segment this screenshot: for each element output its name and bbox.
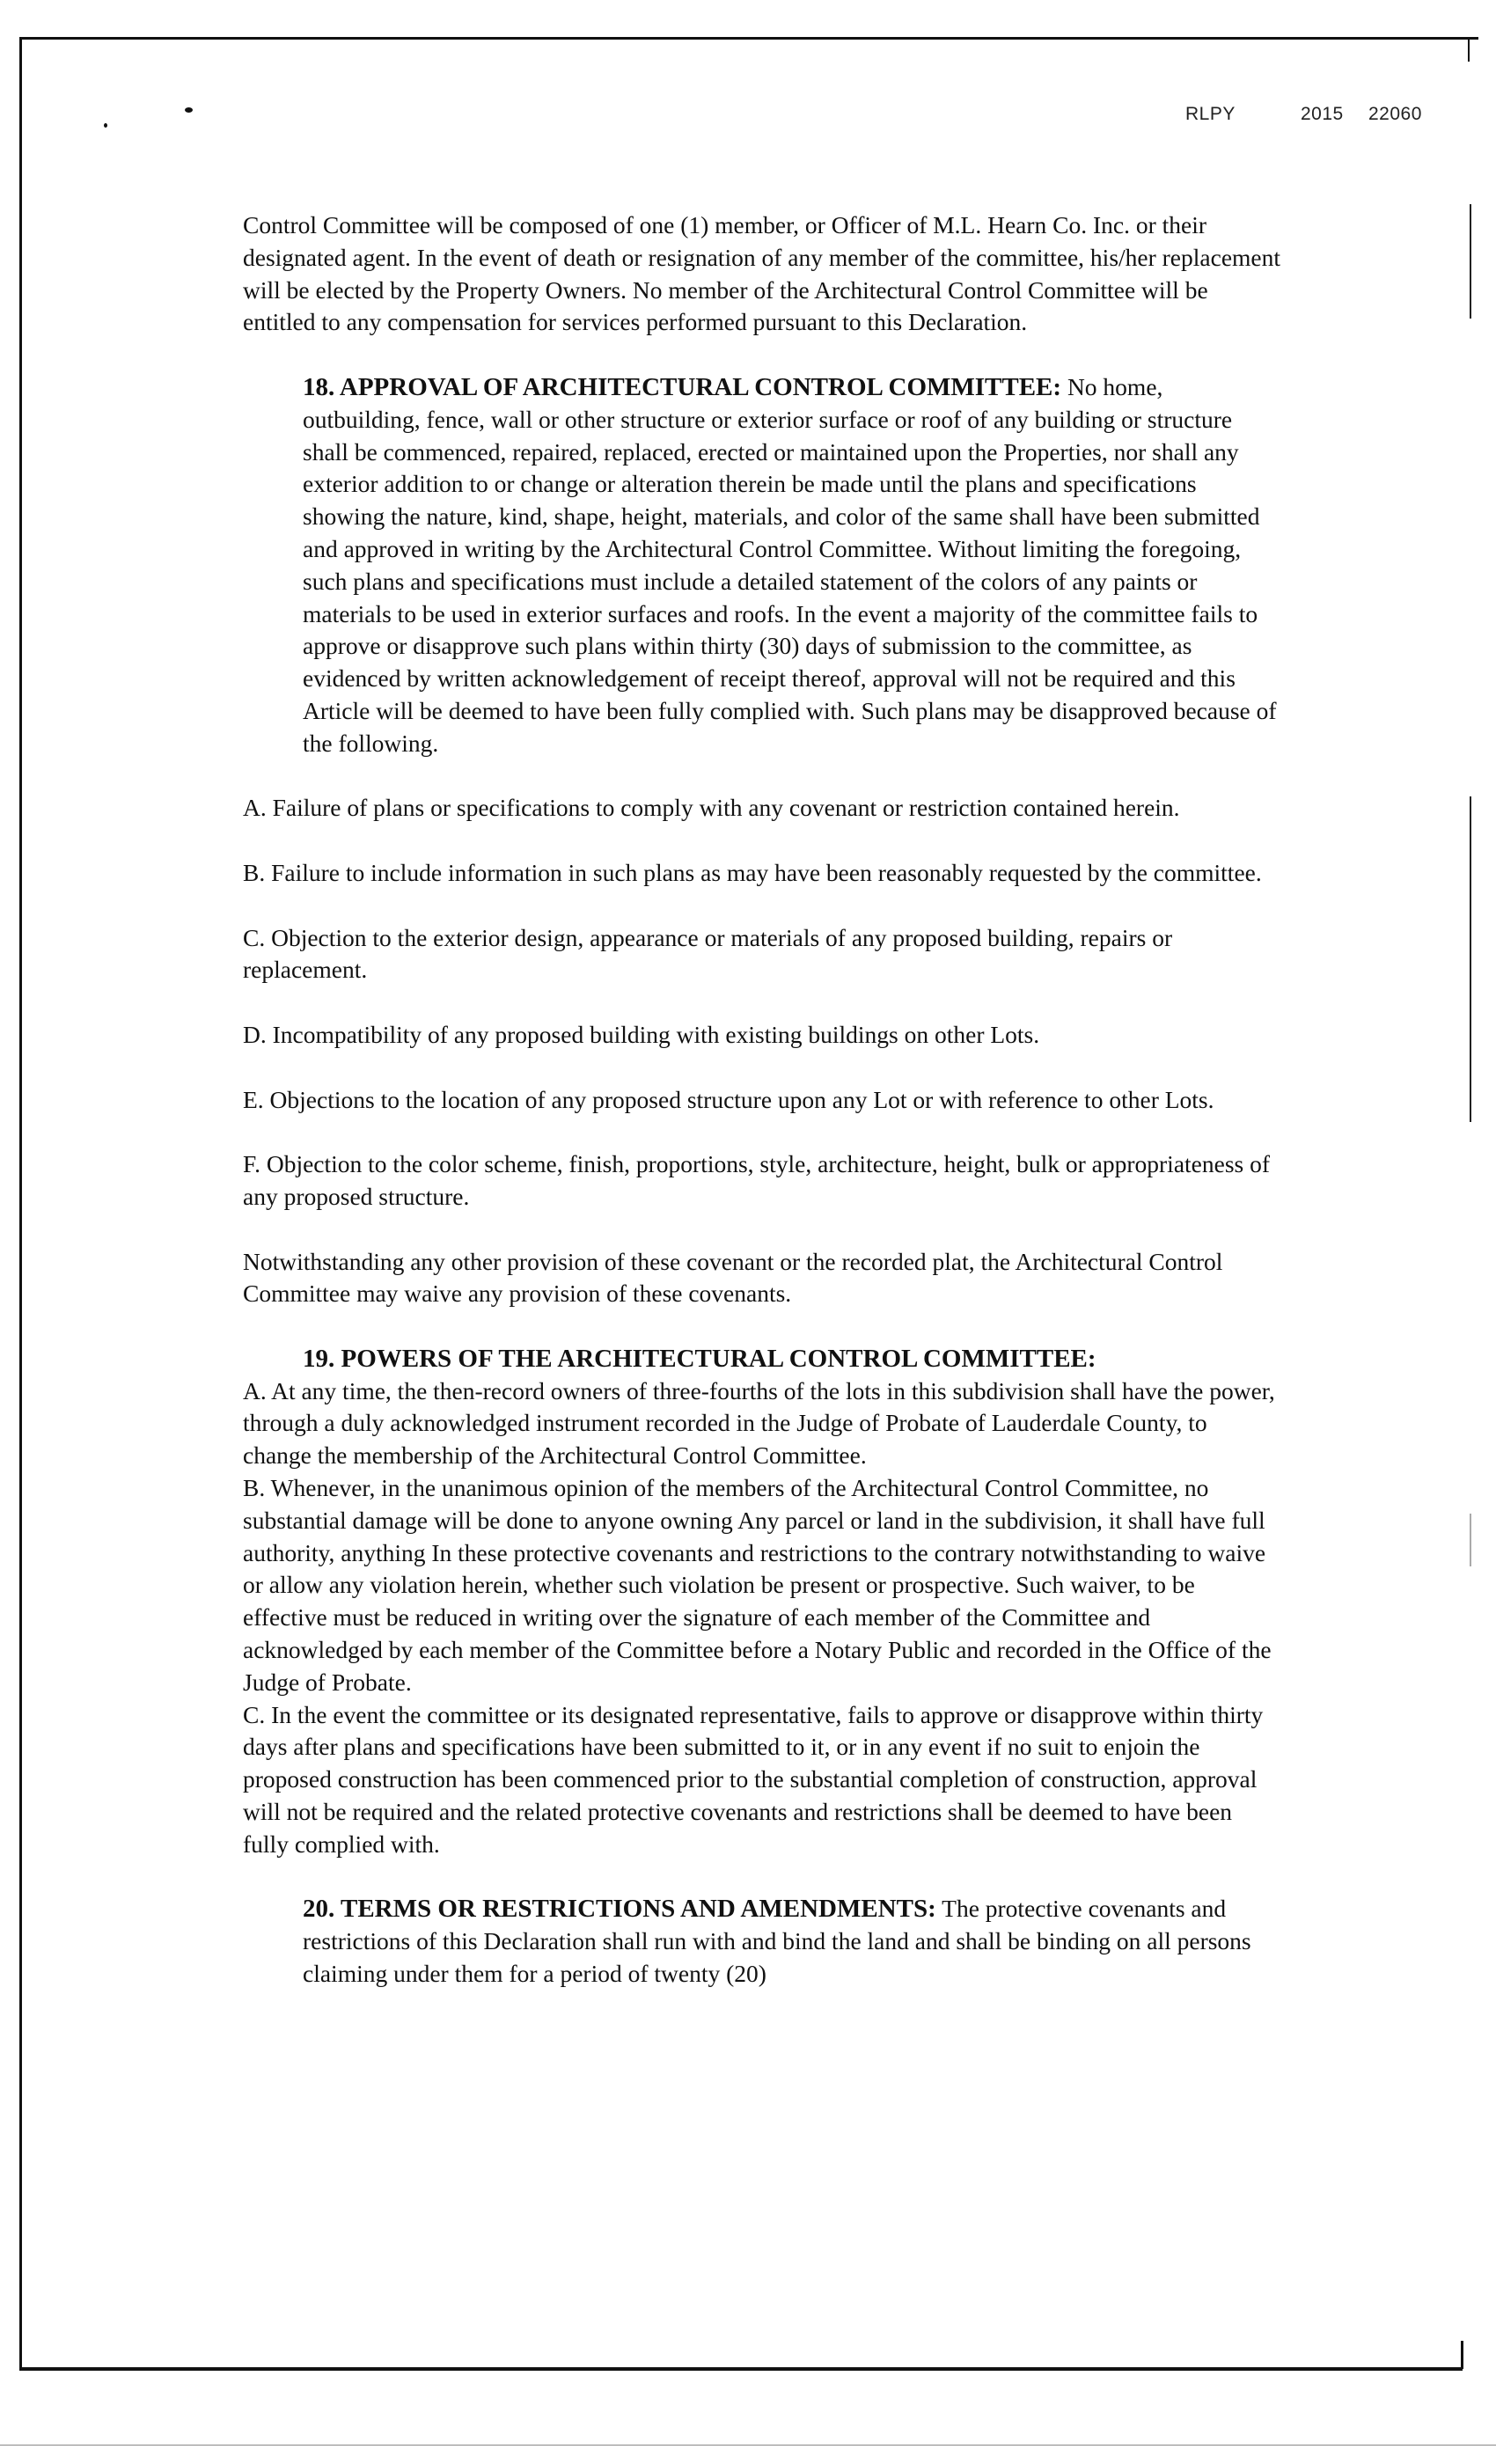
section-19-item-c: C. In the event the committee or its designated representative, fails to approve or disapprove within thirty days after plans and specifications have been submitted to it, or in any event if no suit to enjoin the proposed construction has been commenced prior to the substantial completion of construction, approval will not be required and the related protective covenants and restrictions shall be deemed to have been fully complied with. — [243, 1700, 1264, 1858]
section-20-body: The protective covenants and restrictions of this Declaration shall run with and bind the land and shall be binding on all persons claiming under them for a period of twenty (20) — [303, 1895, 1251, 1988]
scan-border-left — [19, 37, 22, 2369]
section-18-body: No home, outbuilding, fence, wall or other structure or exterior surface or roof of any building or structure shall be commenced, repaired, replaced, erected or maintained upon the Properties, nor shall any exterior addition to or change or alteration therein be made until the plans and specifications showing the nature, kind, shape, height, materials, and color of the same shall have been submitted and approved in writing by the Architectural Control Committee. Without limiting the foregoing, such plans and specifications must include a detailed statement of the colors of any paints or materials to be used in exterior surfaces and roofs. In the event a majority of the committee fails to approve or disapprove such plans within thirty (30) days of submission to the committee, as evidenced by written acknowledgement of receipt thereof, approval will not be required and this Article will be deemed to have been fully complied with. Such plans may be disapproved because of the following. — [303, 372, 1277, 757]
section-18 — [243, 371, 1281, 760]
scan-speck — [104, 123, 107, 128]
section-20 — [243, 1893, 1281, 1990]
section-19-heading: 19. POWERS OF THE ARCHITECTURAL CONTROL COMMITTEE: — [303, 1344, 1096, 1373]
scan-border-right-bottom — [1461, 2341, 1463, 2369]
scan-edge-mark — [1470, 796, 1471, 1122]
scan-border-right-top — [1468, 37, 1470, 62]
section-18-heading: 18. APPROVAL OF ARCHITECTURAL CONTROL COMMITTEE: — [303, 372, 1062, 401]
scan-border-bottom — [19, 2367, 1463, 2371]
section-18-item-a: A. Failure of plans or specifications to comply with any covenant or restriction contained herein. — [243, 794, 1180, 822]
section-18-item-e: E. Objections to the location of any proposed structure upon any Lot or with reference to other Lots. — [243, 1085, 1214, 1113]
scan-edge-mark — [1470, 204, 1471, 319]
section-18-item-b: B. Failure to include information in such plans as may have been reasonably requested by the committee. — [243, 858, 1262, 886]
document-body — [243, 209, 1281, 1991]
section-18-item-f: F. Objection to the color scheme, finish, proportions, style, architecture, height, bulk or appropriateness of any proposed structure. — [243, 1150, 1271, 1210]
scan-border-top — [19, 37, 1478, 40]
scan-speck — [185, 107, 193, 113]
record-code: RLPY — [1185, 104, 1236, 124]
section-18-waiver: Notwithstanding any other provision of these covenant or the recorded plat, the Architectural Control Committee may waive any provision of these covenants. — [243, 1247, 1223, 1308]
section-20-heading: 20. TERMS OR RESTRICTIONS AND AMENDMENTS: — [303, 1895, 936, 1924]
section-19-item-a: A. At any time, the then-record owners of three-fourths of the lots in this subdivision shall have the power, through a duly acknowledged instrument recorded in the Judge of Probate of Lauderdale County, to change the membership of the Architectural Control Committee. — [243, 1376, 1275, 1470]
page-edge-line — [0, 2445, 1496, 2446]
section-19-item-b: B. Whenever, in the unanimous opinion of the members of the Architectural Control Committee, no substantial damage will be done to anyone owning Any parcel or land in the subdivision, it shall have full authority, anything In these protective covenants and restrictions to the contrary notwithstanding to waive or allow any violation herein, whether such violation be present or prospective. Such waiver, to be effective must be reduced in writing over the signature of each member of the Committee and acknowledged by each member of the Committee before a Notary Public and recorded in the Office of the Judge of Probate. — [243, 1474, 1272, 1696]
section-18-item-c: C. Objection to the exterior design, appearance or materials of any proposed building, repairs or replacement. — [243, 923, 1173, 984]
record-year: 2015 — [1301, 104, 1344, 124]
record-number: 22060 — [1368, 104, 1422, 124]
paragraph-17-continued: Control Committee will be composed of one (1) member, or Officer of M.L. Hearn Co. Inc. or their designated agent. In the event of death or resignation of any member of the committee, his/her replacement will be elected by the Property Owners. No member of the Architectural Control Committee will be entitled to any compensation for services performed pursuant to this Declaration. — [243, 211, 1281, 336]
section-18-item-d: D. Incompatibility of any proposed building with existing buildings on other Lots. — [243, 1020, 1040, 1048]
section-19 — [243, 1343, 1281, 1375]
scan-edge-mark — [1470, 1514, 1471, 1566]
